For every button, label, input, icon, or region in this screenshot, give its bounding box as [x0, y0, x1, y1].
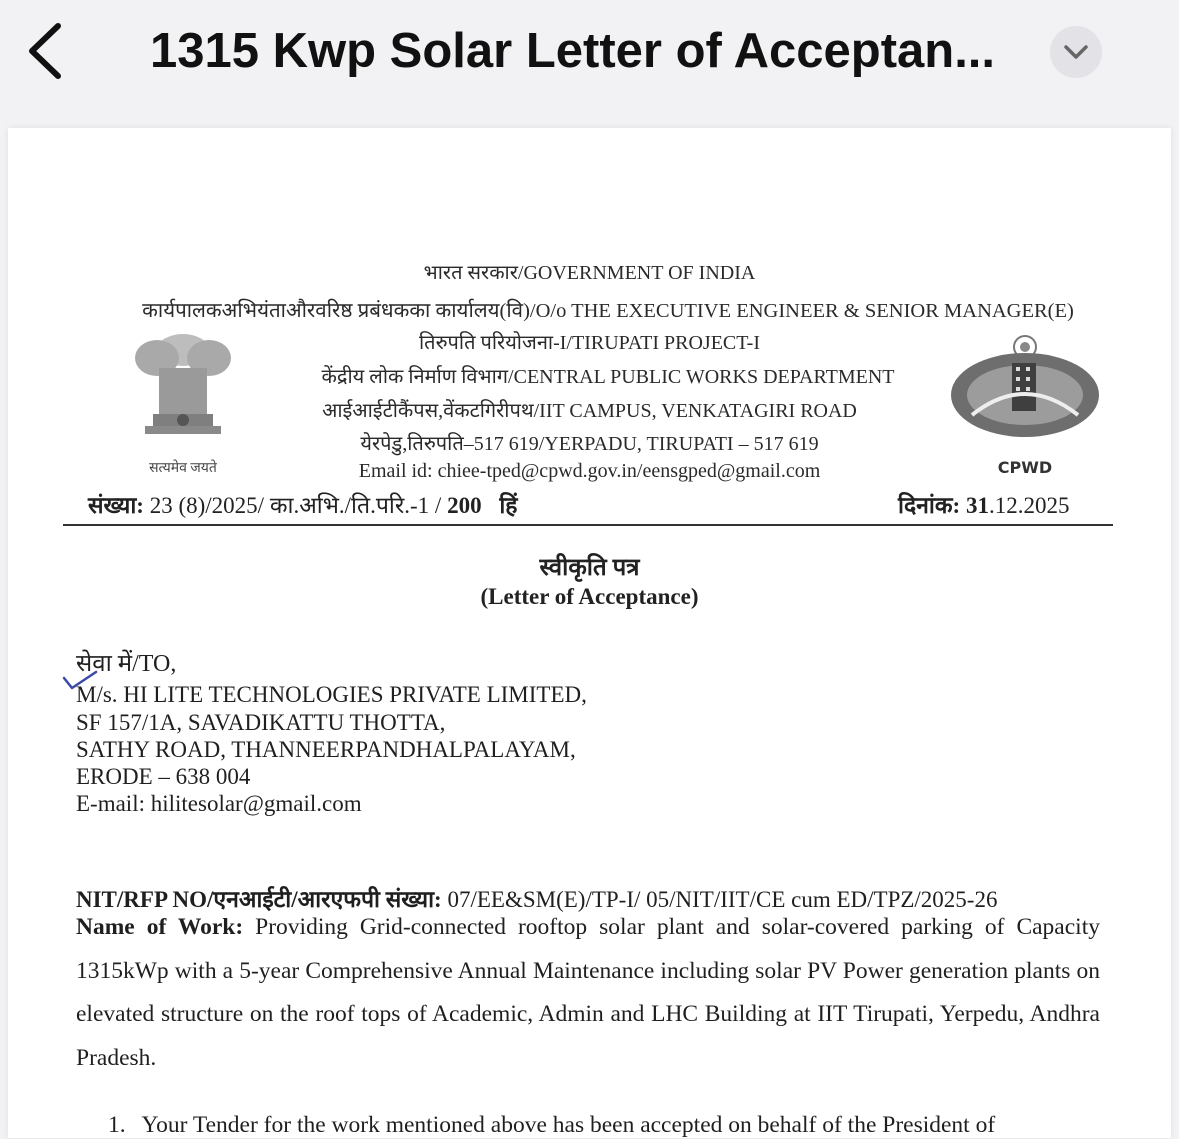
- reference-number-value: 23 (8)/2025/ का.अभि./ति.परि.-1 /: [149, 493, 442, 518]
- list-item: [108, 1112, 995, 1139]
- subject-english: (Letter of Acceptance): [480, 584, 699, 609]
- national-emblem: [123, 328, 243, 458]
- more-options-button[interactable]: [1050, 26, 1102, 78]
- recipient-address-2: SATHY ROAD, THANNEERPANDHALPALAYAM,: [76, 737, 576, 762]
- date-day: 31: [965, 493, 989, 518]
- emblem-icon: [123, 328, 243, 458]
- reference-number-bold: 200: [447, 493, 482, 518]
- reference-number: [88, 488, 518, 520]
- cpwd-logo: [950, 333, 1100, 463]
- name-of-work: [76, 906, 1100, 1080]
- nit-label: NIT/RFP NO/एनआईटी/आरएफपी संख्या:: [76, 887, 442, 912]
- letterhead-address: येरपेडु,तिरुपति–517 619/YERPADU, TIRUPATI – 517 619: [360, 433, 819, 455]
- item-text: Your Tender for the work mentioned above has been accepted on behalf of the President of: [141, 1112, 996, 1138]
- recipient-name: M/s. HI LITE TECHNOLOGIES PRIVATE LIMITED,: [76, 682, 587, 707]
- letterhead-gov: भारत सरकार/GOVERNMENT OF INDIA: [423, 262, 756, 284]
- nit-value: 07/EE&SM(E)/TP-I/ 05/NIT/IIT/CE cum ED/TPZ/2025-26: [447, 887, 998, 912]
- item-number: 1.: [108, 1112, 126, 1138]
- letterhead-office: कार्यपालकअभियंताऔरवरिष्ठ प्रबंधकका कार्यालय(वि)/O/o THE EXECUTIVE ENGINEER & SENIOR MANAGER(E): [142, 300, 1074, 322]
- recipient-email: E-mail: hilitesolar@gmail.com: [76, 791, 362, 816]
- letterhead-department: केंद्रीय लोक निर्माण विभाग/CENTRAL PUBLIC WORKS DEPARTMENT: [321, 366, 895, 388]
- back-button[interactable]: [22, 18, 72, 84]
- work-text: Providing Grid-connected rooftop solar plant and solar-covered parking of Capacity 1315kWp with a 5-year Comprehensive Annual Maintenance including solar PV Power generation plants on elevated structure on the roof tops of Academic, Admin and LHC Building at IIT Tirupati, Yerpedu, Andhra Pradesh.: [76, 914, 1100, 1071]
- letterhead-email: Email id: chiee-tped@cpwd.gov.in/eensgped@gmail.com: [358, 460, 821, 482]
- chevron-down-icon: [1050, 26, 1102, 78]
- reference-number-label: संख्या:: [88, 493, 144, 518]
- recipient-to: सेवा में/TO,: [76, 651, 177, 677]
- recipient-address-3: ERODE – 638 004: [76, 764, 251, 789]
- subject-hindi: स्वीकृति पत्र: [539, 555, 640, 581]
- reference-date: [898, 488, 1069, 520]
- cpwd-logo-icon: [950, 333, 1100, 463]
- emblem-caption: सत्यमेव जयते: [149, 461, 217, 476]
- header-divider: [63, 524, 1113, 526]
- date-rest: .12.2025: [988, 493, 1070, 518]
- document-page[interactable]: [8, 128, 1171, 1138]
- recipient-address-1: SF 157/1A, SAVADIKATTU THOTTA,: [76, 710, 446, 735]
- chevron-left-icon: [22, 18, 72, 84]
- document-title: 1315 Kwp Solar Letter of Acceptan...: [150, 24, 996, 78]
- work-label: Name of Work:: [76, 914, 244, 940]
- reference-number-suffix: हिं: [499, 493, 518, 518]
- date-label: दिनांक:: [898, 493, 961, 518]
- cpwd-caption: CPWD: [997, 458, 1053, 477]
- letterhead-project: तिरुपति परियोजना-I/TIRUPATI PROJECT-I: [419, 332, 760, 354]
- navigation-bar: [0, 0, 1179, 110]
- letterhead-campus: आईआईटीकैंपस,वेंकटगिरीपथ/IIT CAMPUS, VENKATAGIRI ROAD: [322, 400, 857, 422]
